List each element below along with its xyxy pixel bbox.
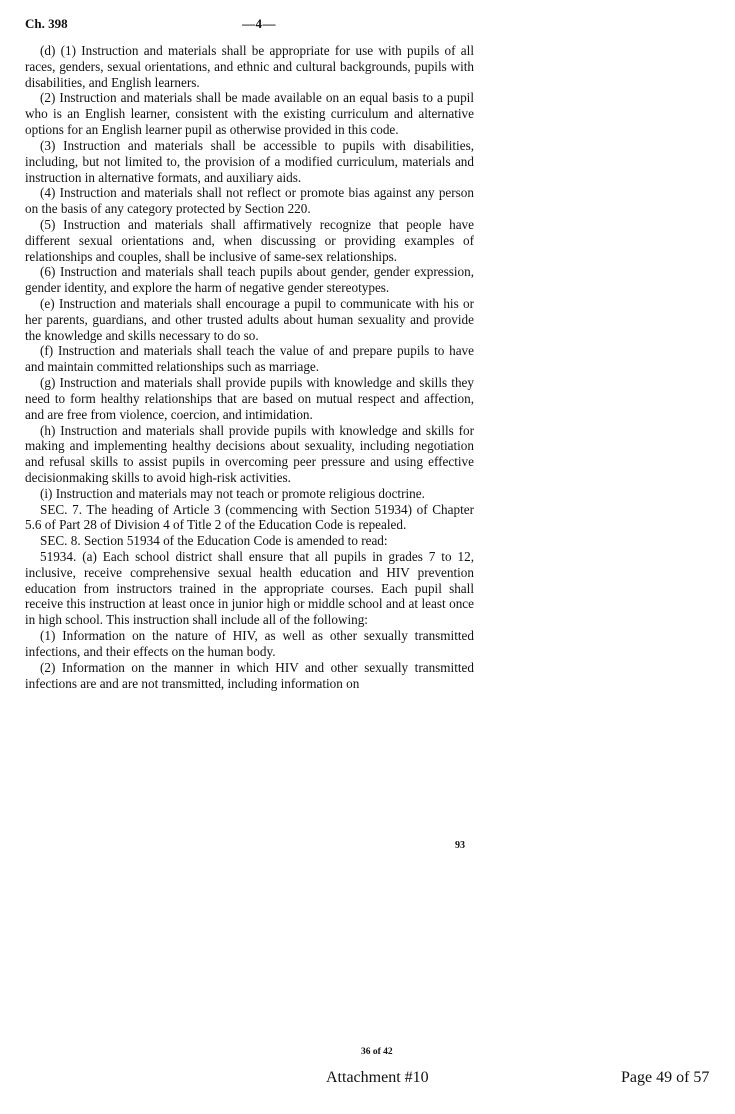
paragraph-f: (f) Instruction and materials shall teach the value of and prepare pupils to have and maintain committed relationships such as marriage. [25,343,474,375]
packet-page-number: Page 49 of 57 [621,1069,710,1086]
paragraph-i: (i) Instruction and materials may not teach or promote religious doctrine. [40,485,425,501]
section-51934-a: 51934. (a) Each school district shall ensure that all pupils in grades 7 to 12, inclusive, receive comprehensive sexual health education and HIV prevention education from instructors trained in the appropriate courses. Each pupil shall receive this instruction at least once in junior high or middle school and at least once in high school. This instruction shall include all of the following: [25,549,474,628]
section-51934-a2: (2) Information on the manner in which HIV and other sexually transmitted infections are and are not transmitted, including information on [25,659,474,691]
section-51934-a1: (1) Information on the nature of HIV, as well as other sexually transmitted infections, and their effects on the human body. [25,628,474,659]
paragraph-e: (e) Instruction and materials shall encourage a pupil to communicate with his or her parents, guardians, and other trusted adults about human sexuality and provide the knowledge and skills necessary to do so. [25,296,474,343]
document-page-count: 36 of 42 [361,1047,393,1057]
paragraph-d6: (6) Instruction and materials shall teach pupils about gender, gender expression, gender identity, and explore the harm of negative gender stereotypes. [25,264,474,296]
bill-number: 93 [455,840,465,851]
document-body [25,43,474,691]
paragraph-d1: (d) (1) Instruction and materials shall be appropriate for use with pupils of all races, genders, sexual orientations, and ethnic and cultural backgrounds, pupils with disabilities, and English learners. [25,43,474,90]
paragraph-g: (g) Instruction and materials shall provide pupils with knowledge and skills they need to form healthy relationships that are based on mutual respect and affection, and are free from violence, coercion, and intimidation. [25,375,474,422]
page-number: —4— [242,16,276,31]
paragraph-d5: (5) Instruction and materials shall affirmatively recognize that people have different sexual orientations and, when discussing or providing examples of relationships and couples, shall be inclusive of same-sex relationships. [25,216,474,264]
section-8: SEC. 8. Section 51934 of the Education Code is amended to read: [40,533,388,549]
chapter-label: Ch. 398 [25,16,68,31]
attachment-label: Attachment #10 [326,1069,429,1086]
paragraph-d4: (4) Instruction and materials shall not reflect or promote bias against any person on the basis of any category protected by Section 220. [25,185,474,217]
paragraph-d2: (2) Instruction and materials shall be made available on an equal basis to a pupil who is an English learner, consistent with the existing curriculum and alternative options for an English learner pupil as otherwise provided in this code. [25,90,474,138]
paragraph-d3: (3) Instruction and materials shall be accessible to pupils with disabilities, including, but not limited to, the provision of a modified curriculum, materials and instruction in alternative formats, and auxiliary aids. [25,137,474,185]
paragraph-h: (h) Instruction and materials shall provide pupils with knowledge and skills for making and implementing healthy decisions about sexuality, including negotiation and refusal skills to assist pupils in overcoming peer pressure and using effective decisionmaking skills to avoid high-risk activities. [25,422,474,485]
section-7: SEC. 7. The heading of Article 3 (commencing with Section 51934) of Chapter 5.6 of Part 28 of Division 4 of Title 2 of the Education Code is repealed. [25,501,474,533]
page-header [25,16,475,34]
